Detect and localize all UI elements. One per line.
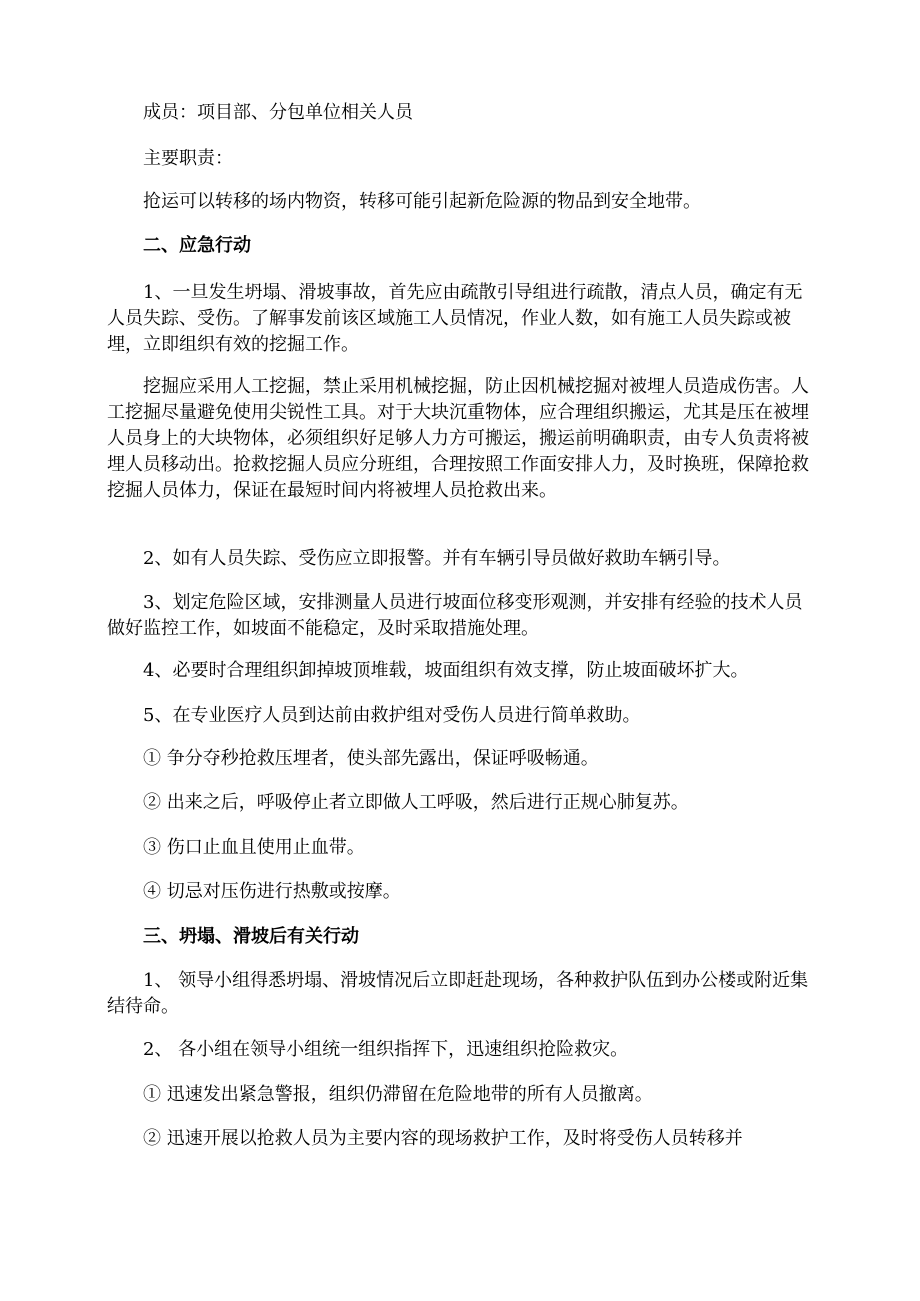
digging-paragraph: 挖掘应采用人工挖掘，禁止采用机械挖掘，防止因机械挖掘对被埋人员造成伤害。人工挖掘尽量避免使用尖锐性工具。对于大块沉重物体，应合理组织搬运，尤其是压在被埋人员身上的大块物体，必须组织好足够人力方可搬运，搬运前明确职责，由专人负责将被埋人员移动出。抢救挖掘人员应分班组，合理按照工作面安排人力，及时换班，保障抢救挖掘人员体力，保证在最短时间内将被埋人员抢救出来。 <box>107 376 809 501</box>
first-aid-step-1: ① 争分夺秒抢救压埋者，使头部先露出，保证呼吸畅通。 <box>143 748 599 769</box>
action-item-3: 3、划定危险区域，安排测量人员进行坡面位移变形观测，并安排有经验的技术人员做好监控工作，如坡面不能稳定，及时采取措施处理。 <box>107 592 803 639</box>
duties-label: 主要职责： <box>143 148 233 169</box>
after-collapse-step-1: ① 迅速发出紧急警报，组织仍滞留在危险地带的所有人员撤离。 <box>143 1084 653 1105</box>
members-line: 成员：项目部、分包单位相关人员 <box>143 102 413 123</box>
action-item-2: 2、如有人员失踪、受伤应立即报警。并有车辆引导员做好救助车辆引导。 <box>143 548 731 569</box>
after-collapse-item-2: 2、 各小组在领导小组统一组织指挥下，迅速组织抢险救灾。 <box>143 1039 629 1060</box>
after-collapse-item-1: 1、 领导小组得悉坍塌、滑坡情况后立即赶赴现场，各种救护队伍到办公楼或附近集结待命。 <box>107 970 809 1017</box>
action-item-1: 1、一旦发生坍塌、滑坡事故，首先应由疏散引导组进行疏散，清点人员，确定有无人员失踪、受伤。了解事发前该区域施工人员情况，作业人数，如有施工人员失踪或被埋，立即组织有效的挖掘工作。 <box>107 282 803 355</box>
section-heading-after-collapse: 三、坍塌、滑坡后有关行动 <box>143 926 359 947</box>
action-item-4: 4、必要时合理组织卸掉坡顶堆载，坡面组织有效支撑，防止坡面破坏扩大。 <box>143 660 749 681</box>
first-aid-step-2: ② 出来之后，呼吸停止者立即做人工呼吸，然后进行正规心肺复苏。 <box>143 792 689 813</box>
section-heading-emergency-action: 二、应急行动 <box>143 235 251 256</box>
first-aid-step-4: ④ 切忌对压伤进行热敷或按摩。 <box>143 881 401 902</box>
after-collapse-step-2: ② 迅速开展以抢救人员为主要内容的现场救护工作，及时将受伤人员转移并 <box>143 1128 743 1149</box>
duties-text: 抢运可以转移的场内物资，转移可能引起新危险源的物品到安全地带。 <box>143 191 701 212</box>
action-item-5: 5、在专业医疗人员到达前由救护组对受伤人员进行简单救助。 <box>143 705 641 726</box>
first-aid-step-3: ③ 伤口止血且使用止血带。 <box>143 837 365 858</box>
